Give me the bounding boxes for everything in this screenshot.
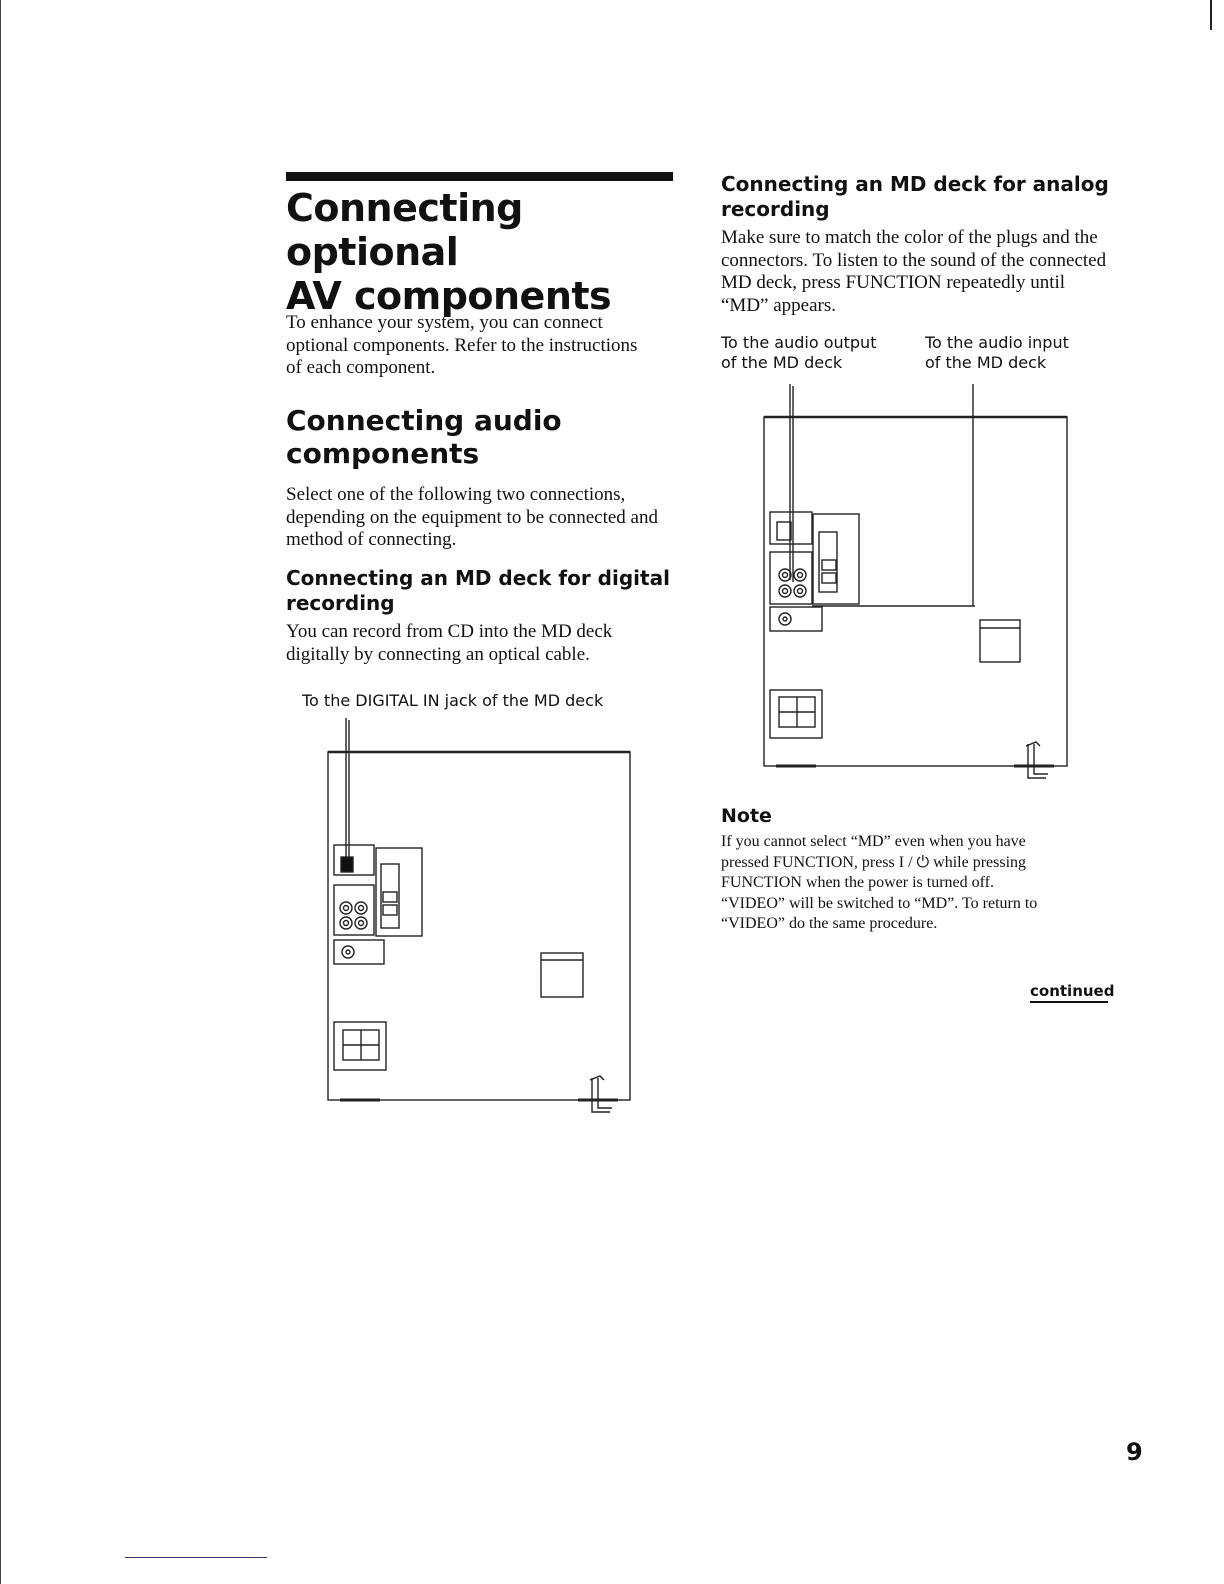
- audio-output-label-line-2: of the MD deck: [721, 353, 843, 372]
- digital-body: You can record from CD into the MD deck digitally by connecting an optical cable.: [286, 621, 613, 665]
- digital-jack-label: To the DIGITAL IN jack of the MD deck: [302, 691, 604, 710]
- note-line-1: If you cannot select “MD” even when you have: [721, 833, 1026, 850]
- note-line-4: “VIDEO” will be switched to “MD”. To return to: [721, 894, 1038, 912]
- page-title-line-1: Connecting optional: [286, 186, 523, 274]
- audio-section-title-line-2: components: [286, 437, 480, 470]
- audio-output-label-line-1: To the audio output: [721, 333, 877, 352]
- continued-label: continued: [1030, 982, 1108, 1003]
- audio-input-label-line-2: of the MD deck: [925, 353, 1047, 372]
- note-line-3: FUNCTION when the power is turned off.: [721, 874, 994, 891]
- vent-panel-analog: [980, 620, 1020, 662]
- audio-section-title-line-1: Connecting audio: [286, 404, 562, 437]
- analog-subtitle-line-2: recording: [721, 197, 830, 221]
- digital-subtitle-line-2: recording: [286, 591, 395, 615]
- power-cord-analog: [1026, 742, 1048, 778]
- audio-section-intro: Select one of the following two connections, depending on the equipment to be connected and method of connecting.: [286, 484, 658, 550]
- note-line-5: “VIDEO” do the same procedure.: [721, 915, 938, 932]
- analog-subtitle-line-1: Connecting an MD deck for analog: [721, 172, 1109, 196]
- intro-paragraph: To enhance your system, you can connect optional components. Refer to the instructions of each component.: [286, 312, 638, 378]
- page-number: 9: [1126, 1438, 1143, 1466]
- page-title-line-2: AV components: [286, 274, 612, 318]
- digital-subtitle-line-1: Connecting an MD deck for digital: [286, 566, 670, 590]
- note-body: [721, 832, 1116, 935]
- audio-input-label-line-1: To the audio input: [925, 333, 1069, 352]
- note-title: Note: [721, 805, 772, 827]
- note-line-2: pressed FUNCTION, press I / ⏻ while pressing: [721, 853, 1027, 871]
- analog-body: Make sure to match the color of the plugs and the connectors. To listen to the sound of the connected MD deck, press FUNCTION repeatedly until “MD” appears.: [721, 227, 1107, 316]
- unit-rear-panel-analog: [764, 417, 1067, 766]
